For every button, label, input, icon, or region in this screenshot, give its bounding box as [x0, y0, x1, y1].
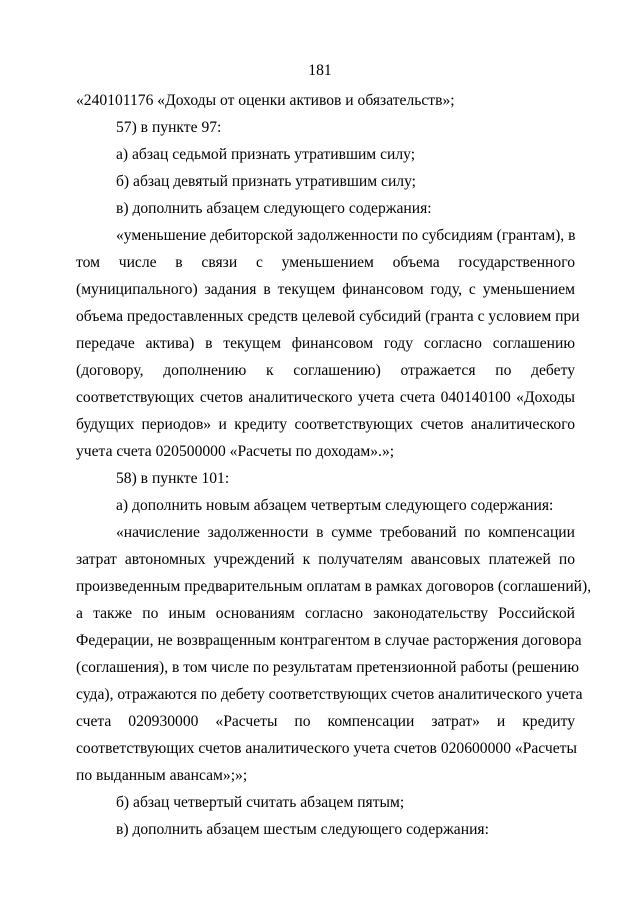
list-item-heading: 58) в пункте 101: [116, 470, 230, 487]
list-item: а) абзац седьмой признать утратившим силу; [116, 146, 416, 163]
text-line: «240101176 «Доходы от оценки активов и обязательств»; [76, 92, 455, 109]
paragraph-line: учета счета 020500000 «Расчеты по доходам».»; [76, 443, 395, 460]
paragraph-line: соответствующих счетов аналитического учета счета 040140100 «Доходы [76, 389, 575, 406]
paragraph-line: а также по иным основаниям согласно законодательству Российской [76, 605, 575, 622]
paragraph-line: будущих периодов» и кредиту соответствующих счетов аналитического [76, 416, 575, 433]
paragraph-line: затрат автономных учреждений к получателям авансовых платежей по [76, 551, 575, 568]
page-number: 181 [308, 62, 332, 79]
paragraph-line: Федерации, не возвращенным контрагентом в случае расторжения договора [76, 632, 582, 649]
paragraph-line: (муниципального) задания в текущем финансовом году, с уменьшением [76, 281, 575, 298]
list-item: б) абзац девятый признать утратившим силу; [116, 173, 416, 190]
paragraph-line: объема предоставленных средств целевой субсидий (гранта с условием при [76, 308, 580, 325]
paragraph-line: (соглашения), в том числе по результатам претензионной работы (решению [76, 659, 580, 676]
list-item: а) дополнить новым абзацем четвертым следующего содержания: [116, 497, 554, 514]
paragraph-line: счета 020930000 «Расчеты по компенсации затрат» и кредиту [76, 713, 575, 730]
list-item: в) дополнить абзацем следующего содержания: [116, 200, 432, 217]
paragraph-line: «начисление задолженности в сумме требований по компенсации [116, 524, 575, 541]
paragraph-line: передаче актива) в текущем финансовом году согласно соглашению [76, 335, 575, 352]
paragraph-line: соответствующих счетов аналитического учета счетов 020600000 «Расчеты [76, 740, 577, 757]
list-item: в) дополнить абзацем шестым следующего содержания: [116, 821, 489, 838]
paragraph-line: суда), отражаются по дебету соответствующих счетов аналитического учета [76, 686, 583, 703]
paragraph-line: по выданным авансам»;»; [76, 767, 248, 784]
paragraph-line: том числе в связи с уменьшением объема государственного [76, 254, 575, 271]
list-item-heading: 57) в пункте 97: [116, 119, 222, 136]
list-item: б) абзац четвертый считать абзацем пятым; [116, 794, 405, 811]
paragraph-line: «уменьшение дебиторской задолженности по субсидиям (грантам), в [116, 227, 576, 244]
paragraph-line: (договору, дополнению к соглашению) отражается по дебету [76, 362, 575, 379]
paragraph-line: произведенным предварительным оплатам в рамках договоров (соглашений), [76, 578, 592, 595]
